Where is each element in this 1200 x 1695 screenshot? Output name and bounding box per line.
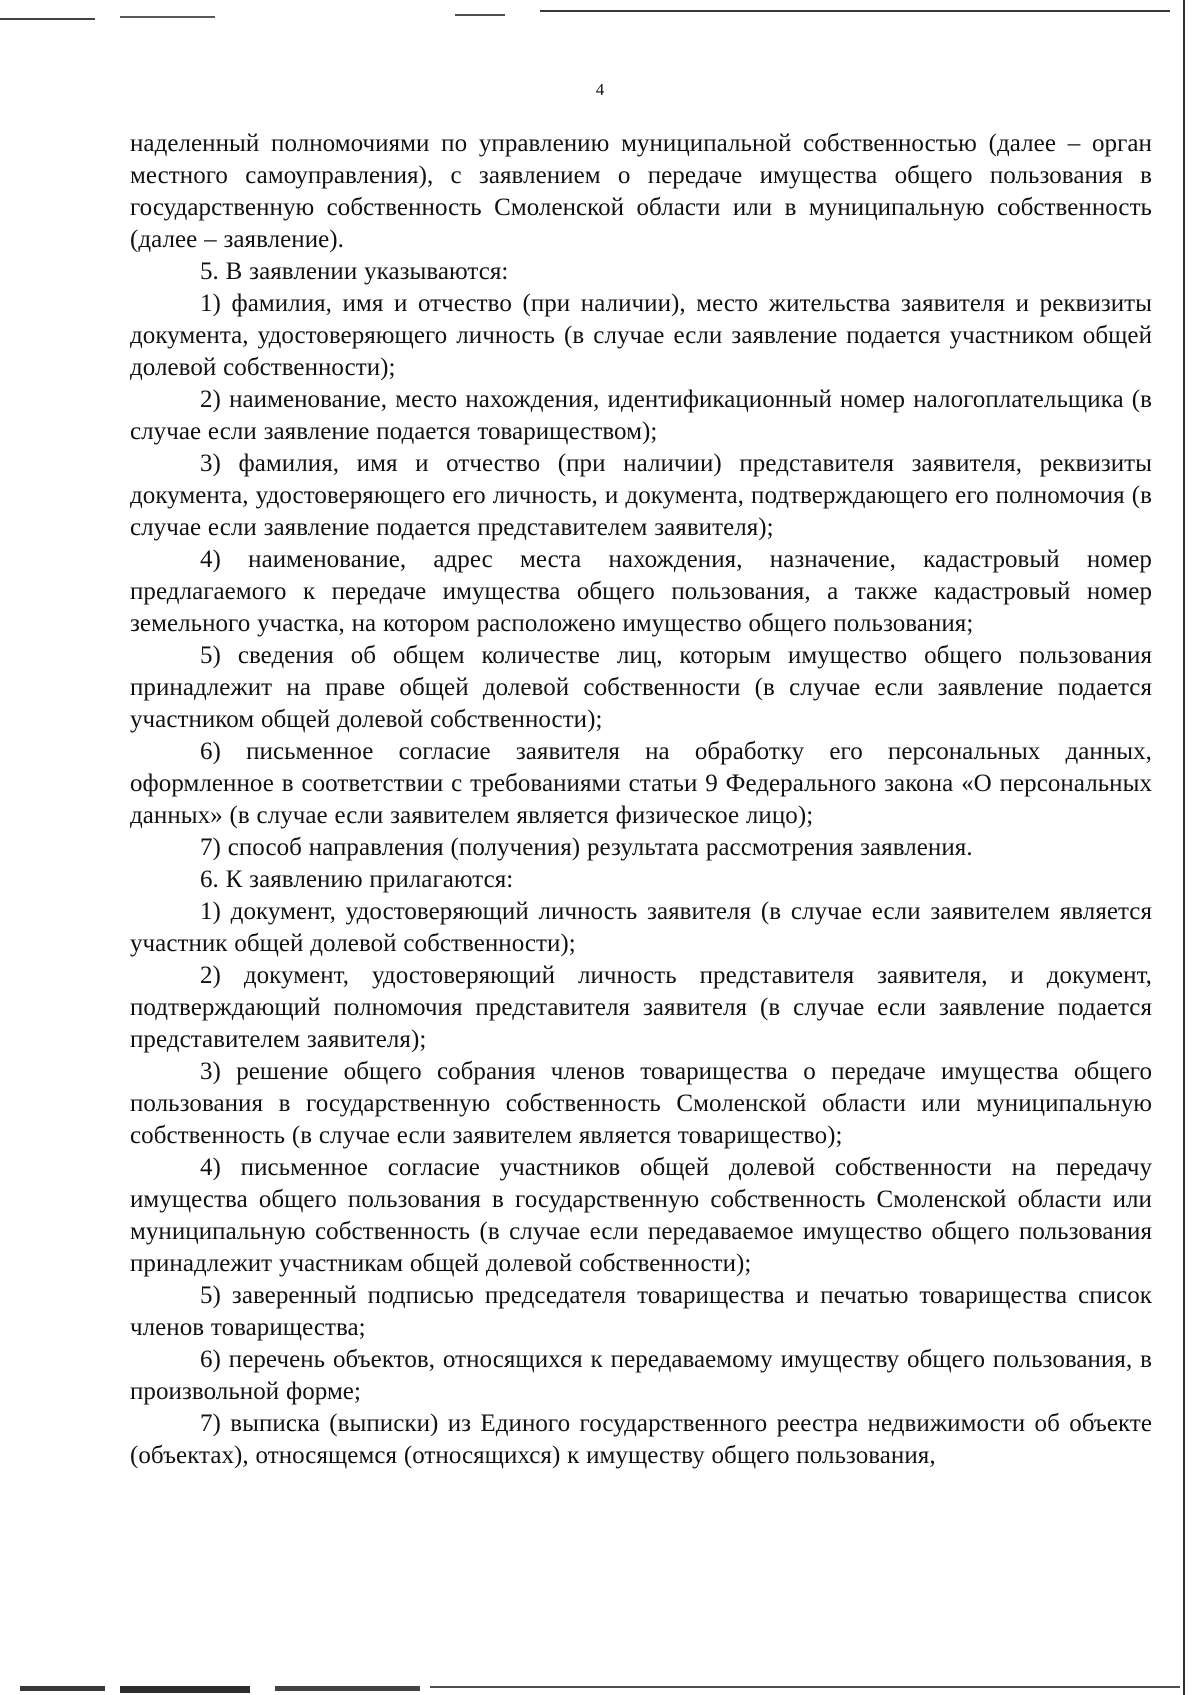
page-number: 4: [595, 80, 605, 99]
scan-right-rule: [1183, 0, 1185, 1695]
paragraph: 7) способ направления (получения) результата рассмотрения заявления.: [200, 834, 973, 861]
paragraph: 5) сведения об общем количестве лиц, которым имущество общего пользования принадлежит на праве общей долевой собственности (в случае если заявление подается участником общей долевой собственности);: [130, 642, 1152, 733]
paragraph: 6. К заявлению прилагаются:: [200, 866, 514, 893]
paragraph: 6) перечень объектов, относящихся к передаваемому имуществу общего пользования, в произвольной форме;: [130, 1346, 1152, 1405]
paragraph: 4) письменное согласие участников общей долевой собственности на передачу имущества общего пользования в государственную собственность Смоленской области или муниципальную собственность (в случае если передаваемое имущество общего пользования принадлежит участникам общей долевой собственности);: [130, 1154, 1152, 1277]
paragraph: 5) заверенный подписью председателя товарищества и печатью товарищества список членов товарищества;: [130, 1282, 1152, 1341]
paragraph: 5. В заявлении указываются:: [200, 258, 509, 285]
scan-top-rule: [120, 16, 215, 18]
scan-bottom-rule: [120, 1686, 250, 1693]
paragraph: 3) фамилия, имя и отчество (при наличии) представителя заявителя, реквизиты документа, удостоверяющего его личность, и документа, подтверждающего его полномочия (в случае если заявление подается представителем заявителя);: [130, 450, 1152, 541]
paragraph: 3) решение общего собрания членов товарищества о передаче имущества общего пользования в государственную собственность Смоленской области или муниципальную собственность (в случае если заявителем является товарищество);: [130, 1058, 1152, 1149]
scan-bottom-rule: [20, 1686, 105, 1691]
scan-top-rule: [540, 10, 1170, 12]
paragraph: 2) документ, удостоверяющий личность представителя заявителя, и документ, подтверждающий полномочия представителя заявителя (в случае если заявление подается представителем заявителя);: [130, 962, 1152, 1053]
scan-bottom-rule: [275, 1686, 420, 1691]
paragraph: 4) наименование, адрес места нахождения, назначение, кадастровый номер предлагаемого к передаче имущества общего пользования, а также кадастровый номер земельного участка, на котором расположено имущество общего пользования;: [130, 546, 1152, 637]
paragraph: 1) фамилия, имя и отчество (при наличии), место жительства заявителя и реквизиты документа, удостоверяющего личность (в случае если заявление подается участником общей долевой собственности);: [130, 290, 1152, 381]
scan-top-rule: [0, 18, 95, 20]
paragraph: 6) письменное согласие заявителя на обработку его персональных данных, оформленное в соответствии с требованиями статьи 9 Федерального закона «О персональных данных» (в случае если заявителем является физическое лицо);: [130, 738, 1152, 829]
paragraph: наделенный полномочиями по управлению муниципальной собственностью (далее – орган местного самоуправления), с заявлением о передаче имущества общего пользования в государственную собственность Смоленской области или в муниципальную собственность (далее – заявление).: [130, 130, 1152, 253]
scan-bottom-rule: [430, 1686, 1180, 1688]
scan-top-rule: [455, 14, 505, 16]
paragraph: 2) наименование, место нахождения, идентификационный номер налогоплательщика (в случае если заявление подается товариществом);: [130, 386, 1152, 445]
paragraph: 7) выписка (выписки) из Единого государственного реестра недвижимости об объекте (объектах), относящемся (относящихся) к имуществу общего пользования,: [130, 1410, 1152, 1469]
document-body: [130, 128, 1152, 1472]
paragraph: 1) документ, удостоверяющий личность заявителя (в случае если заявителем является участник общей долевой собственности);: [130, 898, 1152, 957]
